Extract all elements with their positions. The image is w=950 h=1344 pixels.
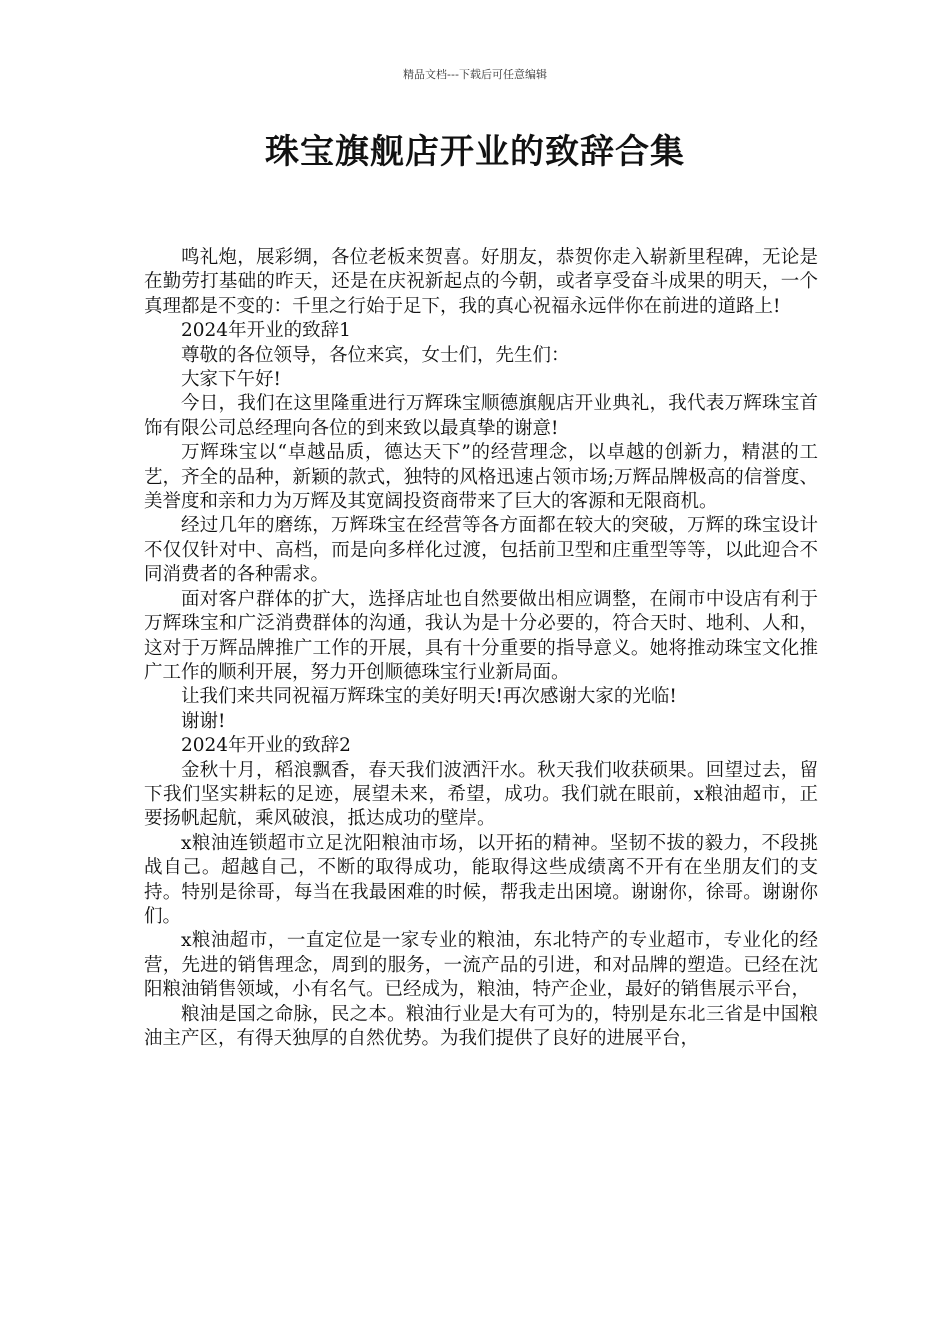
paragraph: 今日，我们在这里隆重进行万辉珠宝顺德旗舰店开业典礼，我代表万辉珠宝首饰有限公司总经理向各位的到来致以最真挚的谢意! — [144, 393, 818, 439]
document-title: 珠宝旗舰店开业的致辞合集 — [265, 132, 685, 172]
document-body — [144, 246, 818, 1051]
paragraph: 粮油是国之命脉，民之本。粮油行业是大有可为的，特别是东北三省是中国粮油主产区，有得天独厚的自然优势。为我们提供了良好的进展平台， — [144, 1003, 818, 1049]
paragraph: 2024年开业的致辞2 — [181, 735, 351, 757]
paragraph: 大家下午好! — [181, 369, 281, 391]
paragraph: 万辉珠宝以“卓越品质，德达天下”的经营理念，以卓越的创新力，精湛的工艺，齐全的品种，新颖的款式，独特的风格迅速占领市场;万辉品牌极高的信誉度、美誉度和亲和力为万辉及其宽阔投资商带来了巨大的客源和无限商机。 — [144, 442, 818, 513]
header-note: 精品文档---下载后可任意编辑 — [403, 68, 547, 81]
paragraph: 谢谢! — [181, 710, 226, 732]
paragraph: 尊敬的各位领导，各位来宾，女士们，先生们： — [181, 344, 570, 366]
paragraph: 金秋十月，稻浪飘香，春天我们波洒汗水。秋天我们收获硕果。回望过去，留下我们坚实耕耘的足迹，展望未来，希望，成功。我们就在眼前，x粮油超市，正要扬帆起航，乘风破浪，抵达成功的壁岸。 — [144, 759, 818, 830]
paragraph: x粮油连锁超市立足沈阳粮油市场，以开拓的精神。坚韧不拔的毅力，不段挑战自己。超越自己，不断的取得成功，能取得这些成绩离不开有在坐朋友们的支持。特别是徐哥，每当在我最困难的时候，帮我走出困境。谢谢你，徐哥。谢谢你们。 — [144, 832, 818, 927]
paragraph: 面对客户群体的扩大，选择店址也自然要做出相应调整，在闹市中设店有利于万辉珠宝和广泛消费群体的沟通，我认为是十分必要的，符合天时、地利、人和，这对于万辉品牌推广工作的开展，具有十分重要的指导意义。她将推动珠宝文化推广工作的顺利开展，努力开创顺德珠宝行业新局面。 — [144, 588, 818, 683]
paragraph: 让我们来共同祝福万辉珠宝的美好明天!再次感谢大家的光临! — [181, 686, 677, 708]
paragraph: 经过几年的磨练，万辉珠宝在经营等各方面都在较大的突破，万辉的珠宝设计不仅仅针对中、高档，而是向多样化过渡，包括前卫型和庄重型等等，以此迎合不同消费者的各种需求。 — [144, 515, 818, 586]
paragraph: 鸣礼炮，展彩绸，各位老板来贺喜。好朋友，恭贺你走入崭新里程碑，无论是在勤劳打基础的昨天，还是在庆祝新起点的今朝，或者享受奋斗成果的明天，一个真理都是不变的：千里之行始于足下，我的真心祝福永远伴你在前进的道路上! — [144, 247, 818, 317]
paragraph: 2024年开业的致辞1 — [181, 320, 351, 342]
paragraph: x粮油超市，一直定位是一家专业的粮油，东北特产的专业超市，专业化的经营，先进的销售理念，周到的服务，一流产品的引进，和对品牌的塑造。已经在沈阳粮油销售领域，小有名气。已经成为，粮油，特产企业，最好的销售展示平台， — [144, 930, 818, 1001]
